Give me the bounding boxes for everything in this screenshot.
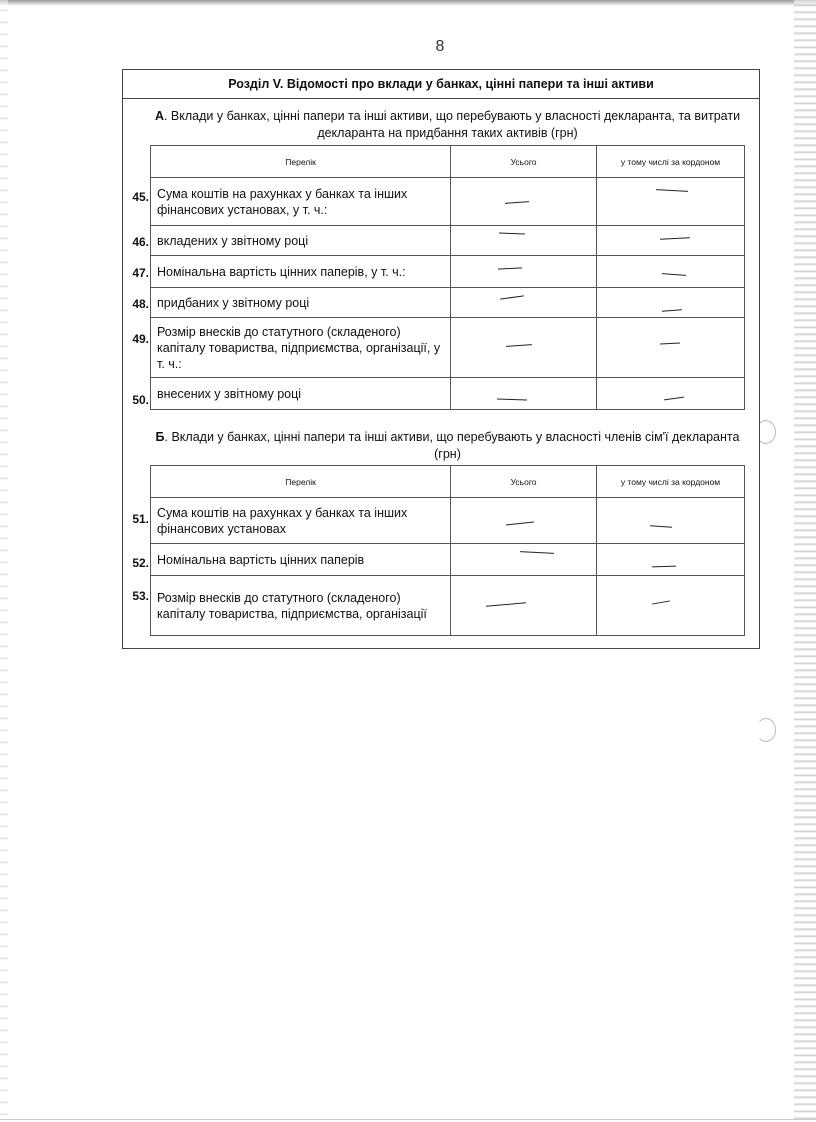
part-b-table (150, 465, 745, 636)
part-a-title-text: . Вклади у банках, цінні папери та інші активи, що перебувають у власності декларанта, та витрати декларанта на придбання таких активів (грн) (163, 109, 741, 140)
table-row (151, 226, 745, 256)
table-row (151, 498, 745, 544)
row-label: внесених у звітному році (151, 378, 451, 410)
header-total: Усього (451, 466, 597, 498)
part-b-title-text: . Вклади у банках, цінні папери та інші активи, що перебувають у власності членів сім'ї декларанта (грн) (164, 430, 740, 461)
part-b-title (150, 429, 745, 463)
row-number: 52. (132, 556, 149, 570)
scan-top-edge (0, 0, 816, 6)
row-number: 46. (132, 235, 149, 249)
row-label: Номінальна вартість цінних паперів (151, 544, 451, 576)
punch-hole-mark (756, 718, 776, 742)
row-number: 51. (132, 512, 149, 526)
table-row (151, 178, 745, 226)
scan-bottom-edge (0, 1119, 816, 1120)
table-row (151, 256, 745, 288)
row-label: Розмір внесків до статутного (складеного) капіталу товариства, підприємства, організації, у т. ч.: (151, 318, 451, 378)
header-abroad: у тому числі за кордоном (596, 146, 744, 178)
row-number: 47. (132, 266, 149, 280)
header-abroad: у тому числі за кордоном (596, 466, 744, 498)
row-number: 45. (132, 190, 149, 204)
table-row (151, 318, 745, 378)
table-row (151, 576, 745, 636)
table-row (151, 288, 745, 318)
scan-right-edge (794, 0, 816, 1122)
table-row (151, 378, 745, 410)
header-total: Усього (451, 146, 597, 178)
row-label: придбаних у звітному році (151, 288, 451, 318)
part-a-title (150, 108, 745, 142)
scan-left-edge (0, 0, 8, 1122)
page-number: 8 (435, 38, 445, 55)
row-number: 48. (132, 297, 149, 311)
row-label: Сума коштів на рахунках у банках та інших фінансових установах, у т. ч.: (151, 178, 451, 226)
table-header-row (151, 146, 745, 178)
part-b-letter: Б (155, 430, 165, 444)
section-title: Розділ V. Відомості про вклади у банках, цінні папери та інші активи (123, 70, 759, 99)
row-label: Розмір внесків до статутного (складеного) капіталу товариства, підприємства, організації (151, 576, 451, 636)
part-a-table (150, 145, 745, 410)
table-row (151, 544, 745, 576)
row-label: Сума коштів на рахунках у банках та інших фінансових установах (151, 498, 451, 544)
header-list: Перелік (151, 146, 451, 178)
row-label: Номінальна вартість цінних паперів, у т. ч.: (151, 256, 451, 288)
part-a-letter: А (154, 109, 164, 123)
row-number: 50. (132, 393, 149, 407)
row-label: вкладених у звітному році (151, 226, 451, 256)
header-list: Перелік (151, 466, 451, 498)
row-number: 49. (132, 332, 149, 346)
row-number: 53. (132, 589, 149, 603)
table-header-row (151, 466, 745, 498)
